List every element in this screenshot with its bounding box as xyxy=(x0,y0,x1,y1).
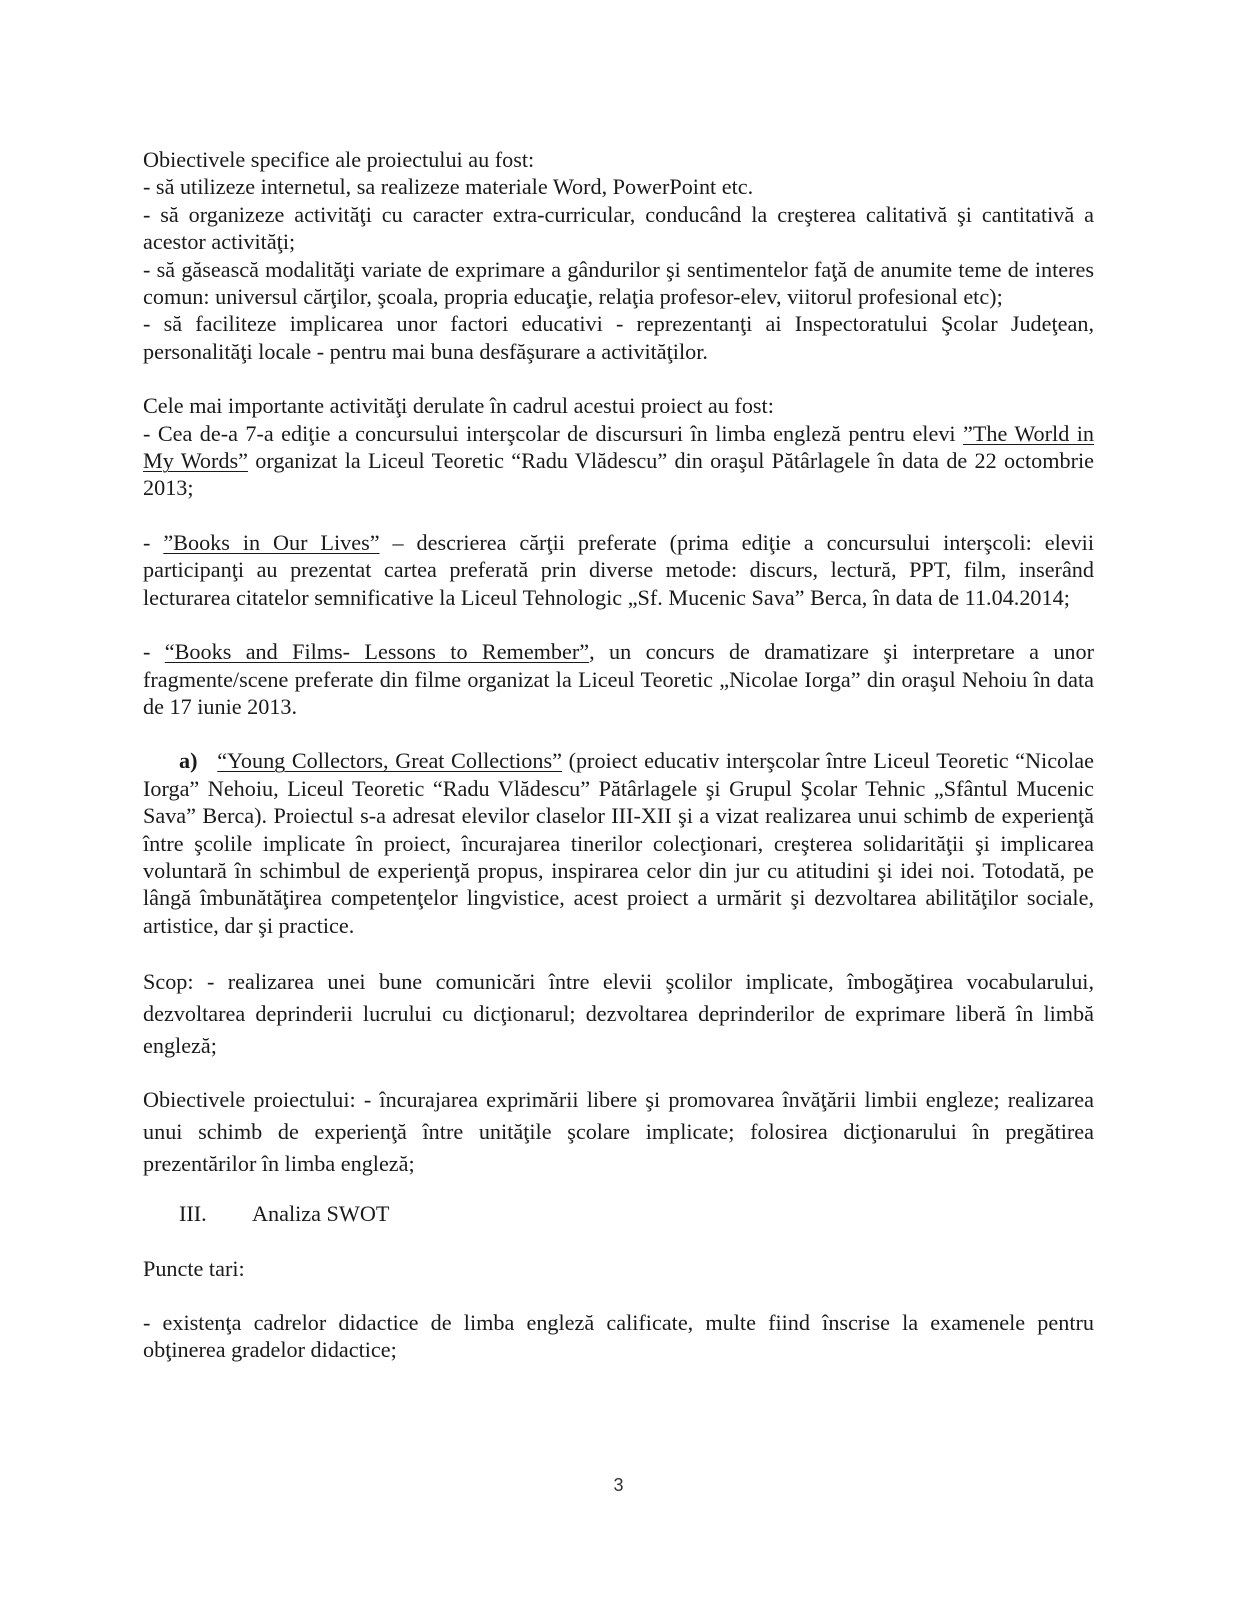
activity-3 xyxy=(143,638,1094,720)
scope-paragraph: Scop: - realizarea unei bune comunicări între elevii şcolilor implicate, îmbogăţirea vocabularului, dezvoltarea deprinderii lucrului cu dicţionarul; dezvoltarea deprinderilor de exprimare liberă în limbă engleză; xyxy=(143,969,1094,1059)
activity-1-title: ”The World in My Words” xyxy=(143,420,1094,474)
spacer xyxy=(143,502,1094,529)
project-objectives-paragraph: Obiectivele proiectului: - încurajarea exprimării libere şi promovarea învăţării limbii engleze; realizarea unui schimb de experienţă între unităţile şcolare implicate; folosirea dicţionarului în pregătirea prezentărilor în limba engleză; xyxy=(143,1087,1094,1177)
objective-item-3: - să găsească modalităţi variate de exprimare a gândurilor şi sentimentelor faţă de anumite teme de interes comun: universul cărţilor, şcoala, propria educaţie, relaţia profesor-elev, viitorul profesional etc); xyxy=(143,256,1094,310)
spacer xyxy=(143,1228,1094,1255)
page-number: 3 xyxy=(613,1475,624,1495)
document-page xyxy=(143,146,1094,1364)
spacer xyxy=(143,939,1094,966)
strengths-heading: Puncte tari: xyxy=(143,1255,245,1281)
swot-section-title: Analiza SWOT xyxy=(252,1201,390,1227)
objective-item-1: - să utilizeze internetul, sa realizeze materiale Word, PowerPoint etc. xyxy=(143,174,754,200)
objective-item-2: - să organizeze activităţi cu caracter extra-curricular, conducând la creşterea calitativă şi cantitativă a acestor activităţi; xyxy=(143,201,1094,255)
activity-1-suffix: organizat la Liceul Teoretic “Radu Vlădescu” din oraşul Pătârlagele în data de 22 octombrie 2013; xyxy=(143,448,1094,501)
activity-2 xyxy=(143,529,1094,611)
activity-3-prefix: - xyxy=(143,639,165,665)
spacer xyxy=(143,1180,1094,1200)
spacer xyxy=(143,720,1094,747)
project-a-body: (proiect educativ interşcolar între Liceul Teoretic “Nicolae Iorga” Nehoiu, Liceul Teoretic “Radu Vlădescu” Pătârlagele şi Grupul Şcolar Tehnic „Sfântul Mucenic Sava” Berca). Proiectul s-a adresat elevilor claselor III-XII şi a vizat realizarea unui schimb de experienţă între şcolile implicate în proiect, încurajarea tinerilor colecţionari, creşterea solidarităţii şi implicarea voluntară în schimbul de experienţă propus, inspirarea celor din jur cu atitudini şi idei noi. Totodată, pe lângă îmbunătăţirea competenţelor lingvistice, acest proiect a urmărit şi dezvoltarea abilităţilor sociale, artistice, dar şi practice. xyxy=(143,748,1095,938)
project-a-marker: a) xyxy=(179,748,198,774)
swot-section-number: III. xyxy=(179,1201,207,1227)
activity-2-suffix: – descrierea cărţii preferate (prima ediţie a concursului interşcoli: elevii participanţi au prezentat cartea preferată prin diverse metode: discurs, lectură, PPT, film, inserând lecturarea citatelor semnificative la Liceul Tehnologic „Sf. Mucenic Sava” Berca, în data de 11.04.2014; xyxy=(143,529,1095,610)
spacer xyxy=(143,1062,1094,1084)
objectives-heading: Obiectivele specifice ale proiectului au fost: xyxy=(143,147,535,172)
spacer xyxy=(143,1282,1094,1309)
strength-item-1: - existenţa cadrelor didactice de limba engleză calificate, multe fiind înscrise la examenele pentru obţinerea gradelor didactice; xyxy=(143,1309,1094,1363)
activity-2-title: ”Books in Our Lives” xyxy=(163,529,380,555)
activity-1 xyxy=(143,420,1094,502)
project-a-title: “Young Collectors, Great Collections” xyxy=(217,748,562,774)
activity-3-title: “Books and Films- Lessons to Remember” xyxy=(164,639,590,665)
activities-heading: Cele mai importante activităţi derulate în cadrul acestui proiect au fost: xyxy=(143,393,774,419)
activity-1-prefix: - Cea de-a 7-a ediţie a concursului interşcolar de discursuri în limba engleză pentru elevi xyxy=(143,420,964,446)
project-a xyxy=(143,747,1094,939)
objective-item-4: - să faciliteze implicarea unor factori educativi - reprezentanţi ai Inspectoratului Şcolar Judeţean, personalităţi locale - pentru mai buna desfăşurare a activităţilor. xyxy=(143,311,1094,364)
spacer xyxy=(143,611,1094,638)
activity-3-suffix: , un concurs de dramatizare şi interpretare a unor fragmente/scene preferate din filme organizat la Liceul Teoretic „Nicolae Iorga” din oraşul Nehoiu în data de 17 iunie 2013. xyxy=(143,639,1094,719)
activity-2-prefix: - xyxy=(143,529,164,555)
spacer xyxy=(143,365,1094,392)
swot-heading xyxy=(143,1200,1094,1227)
